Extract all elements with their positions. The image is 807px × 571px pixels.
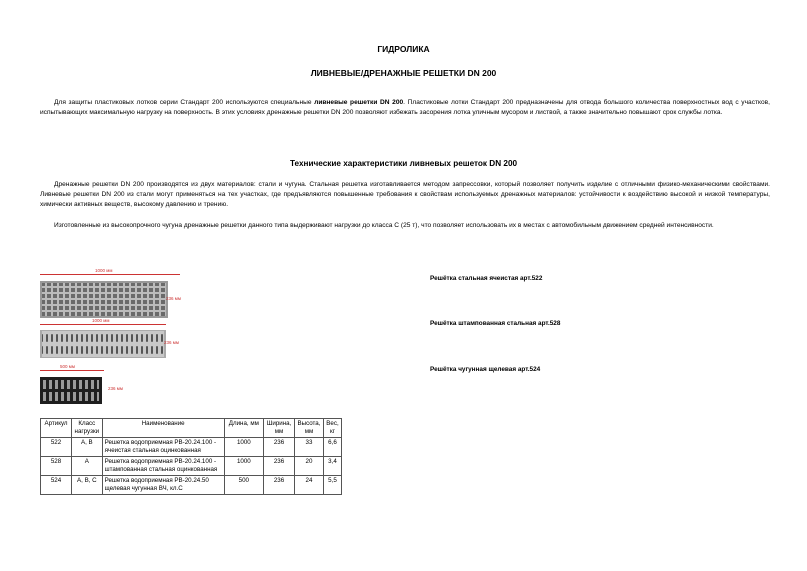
table-header-cell: Вес, кг <box>323 419 341 438</box>
grate-522-width-label: 236 мм <box>166 296 181 301</box>
intro-bold-text: ливневые решетки DN 200 <box>314 99 404 106</box>
grate-528-image <box>40 330 166 358</box>
table-cell: 524 <box>41 476 72 495</box>
grate-524-width-label: 236 мм <box>108 386 123 391</box>
table-cell: 3,4 <box>323 457 341 476</box>
table-cell: 33 <box>295 438 324 457</box>
grate-522-length-dimension <box>40 270 180 275</box>
table-cell: 236 <box>263 438 294 457</box>
table-cell: 24 <box>295 476 324 495</box>
table-cell: Решетка водоприемная РВ-20.24.100 - ячеистая стальная оцинкованная <box>102 438 224 457</box>
section-paragraph-2-text: Изготовленные из высокопрочного чугуна дренажные решетки данного типа выдерживают нагрузки до класса С (25 т), что позволяет использовать их в местах с автомобильным движением средней интенсивности. <box>54 222 714 229</box>
table-cell: 5,5 <box>323 476 341 495</box>
table-row <box>41 438 342 457</box>
specs-table <box>40 418 342 495</box>
grate-528-width-label: 236 мм <box>164 340 179 345</box>
grate-524-caption: Решётка чугунная щелевая арт.524 <box>430 366 541 373</box>
table-header-cell: Ширина, мм <box>263 419 294 438</box>
table-header-cell: Высота, мм <box>295 419 324 438</box>
table-cell: 236 <box>263 457 294 476</box>
grate-528-length-dimension <box>40 320 166 325</box>
table-cell: 522 <box>41 438 72 457</box>
intro-text-before: Для защиты пластиковых лотков серии Стандарт 200 используются специальные <box>54 99 315 106</box>
table-row <box>41 476 342 495</box>
table-cell: 1000 <box>224 438 263 457</box>
grate-528-length-label: 1000 мм <box>92 318 110 323</box>
table-header-cell: Длина, мм <box>224 419 263 438</box>
table-header-cell: Класс нагрузки <box>72 419 103 438</box>
section-paragraph-2 <box>40 221 770 231</box>
grate-522-length-label: 1000 мм <box>95 268 113 273</box>
grate-524-image <box>40 377 102 404</box>
grate-522-caption: Решётка стальная ячеистая арт.522 <box>430 275 543 282</box>
document-subtitle: ЛИВНЕВЫЕ/ДРЕНАЖНЫЕ РЕШЕТКИ DN 200 <box>310 68 497 78</box>
section-title: Технические характеристики ливневых решеток DN 200 <box>289 159 518 168</box>
grate-524-length-label: 500 мм <box>60 364 75 369</box>
table-cell: 500 <box>224 476 263 495</box>
table-cell: А, В, С <box>72 476 103 495</box>
document-title: ГИДРОЛИКА <box>377 44 430 54</box>
table-cell: 1000 <box>224 457 263 476</box>
section-paragraph-1 <box>40 180 770 210</box>
section-paragraph-1-text: Дренажные решетки DN 200 производятся из двух материалов: стали и чугуна. Стальная решетка изготавливается методом запрессовки, который позволяет получить изделие с отличными физико-механическими свойствами. Ливневые решетки DN 200 из стали могут применяться на тех участках, где предъявляются повышенные требования к свойствам используемых дренажных материалов: устойчивости к воздействию высокой и низкой температуры, химически активных веществ, высокому давлению и трению. <box>40 181 770 208</box>
grate-522-image <box>40 281 168 318</box>
table-row <box>41 457 342 476</box>
table-cell: 20 <box>295 457 324 476</box>
table-cell: А, В <box>72 438 103 457</box>
grate-524-length-dimension <box>40 366 104 371</box>
intro-paragraph <box>40 98 770 118</box>
table-cell: Решетка водоприемная РВ-20.24.50 щелевая чугунная ВЧ, кл.С <box>102 476 224 495</box>
table-header-cell: Артикул <box>41 419 72 438</box>
intro-text-after: . Пластиковые лотки Стандарт 200 предназначены для отвода большого количества поверхностных вод с участков, испытывающих максимальную нагрузку на поверхность. В этих условиях дренажные решетки DN 200 позволяют избежать засорения лотка уличным мусором и листвой, а также значительно повышают срок службы лотка. <box>40 99 770 116</box>
table-cell: 236 <box>263 476 294 495</box>
table-header-row <box>41 419 342 438</box>
table-cell: 6,6 <box>323 438 341 457</box>
table-cell: А <box>72 457 103 476</box>
table-header-cell: Наименование <box>102 419 224 438</box>
table-cell: 528 <box>41 457 72 476</box>
grate-528-caption: Решётка штампованная стальная арт.528 <box>430 320 561 327</box>
table-cell: Решетка водоприемная РВ-20.24.100 - штампованная стальная оцинкованная <box>102 457 224 476</box>
